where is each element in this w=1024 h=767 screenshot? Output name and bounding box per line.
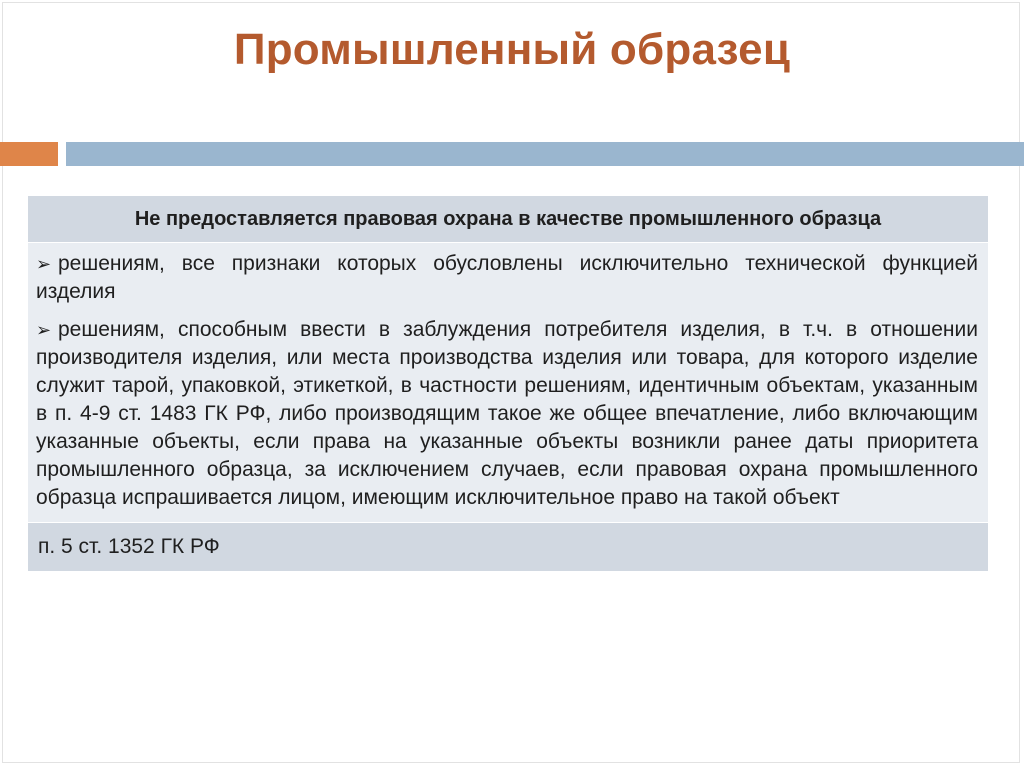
accent-bar-orange (0, 142, 58, 166)
accent-bar-blue (66, 142, 1024, 166)
list-item (36, 316, 978, 512)
table-body (28, 242, 988, 522)
table-header: Не предоставляется правовая охрана в качестве промышленного образца (28, 196, 988, 242)
slide-title: Промышленный образец (233, 25, 791, 74)
bullet-text: решениям, все признаки которых обусловлены исключительно технической функцией изделия (36, 252, 978, 303)
bullet-text: решениям, способным ввести в заблуждения потребителя изделия, в т.ч. в отношении производителя изделия, или места производства изделия или товара, для которого изделие служит тарой, упаковкой, этикеткой, в частности решениям, идентичным объектам, указанным в п. 4-9 ст. 1483 ГК РФ, либо производящим такое же общее впечатление, либо включающим указанные объекты, если права на указанные объекты возникли ранее даты приоритета промышленного образца, за исключением случаев, если правовая охрана промышленного образца испрашивается лицом, имеющим исключительное право на такой объект (36, 318, 978, 509)
content-table (28, 196, 988, 571)
table-footer: п. 5 ст. 1352 ГК РФ (28, 522, 988, 571)
arrow-bullet-icon: ➢ (36, 254, 52, 274)
list-item (36, 250, 978, 306)
arrow-bullet-icon: ➢ (36, 320, 52, 340)
